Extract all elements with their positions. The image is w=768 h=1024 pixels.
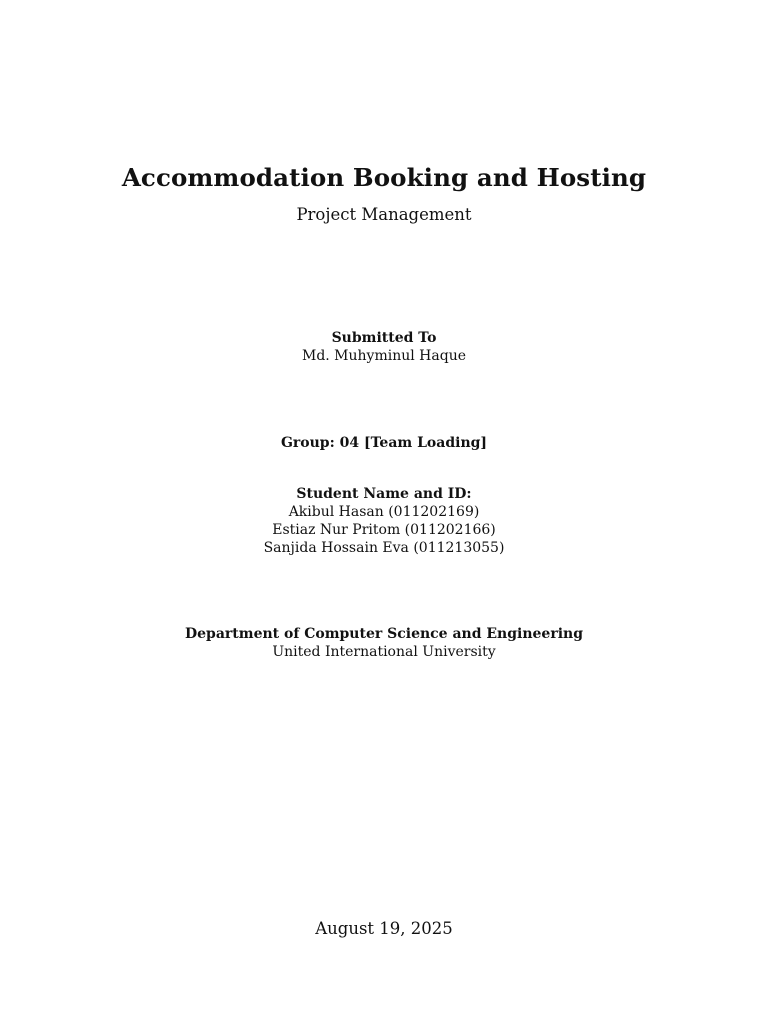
submitted-to-heading: Submitted To xyxy=(331,330,437,346)
group-label: Group: 04 [Team Loading] xyxy=(280,435,488,451)
student-entry: Sanjida Hossain Eva (011213055) xyxy=(263,540,505,556)
supervisor-name: Md. Muhyminul Haque xyxy=(301,348,466,364)
student-entry: Estiaz Nur Pritom (011202166) xyxy=(272,522,496,538)
document-date: August 19, 2025 xyxy=(315,919,453,938)
students-heading: Student Name and ID: xyxy=(296,486,472,502)
document-title: Accommodation Booking and Hosting xyxy=(121,163,647,192)
document-subtitle: Project Management xyxy=(296,205,472,224)
department-name: Department of Computer Science and Engineering xyxy=(185,626,583,642)
student-entry: Akibul Hasan (011202169) xyxy=(288,504,480,520)
university-name: United International University xyxy=(272,644,496,660)
